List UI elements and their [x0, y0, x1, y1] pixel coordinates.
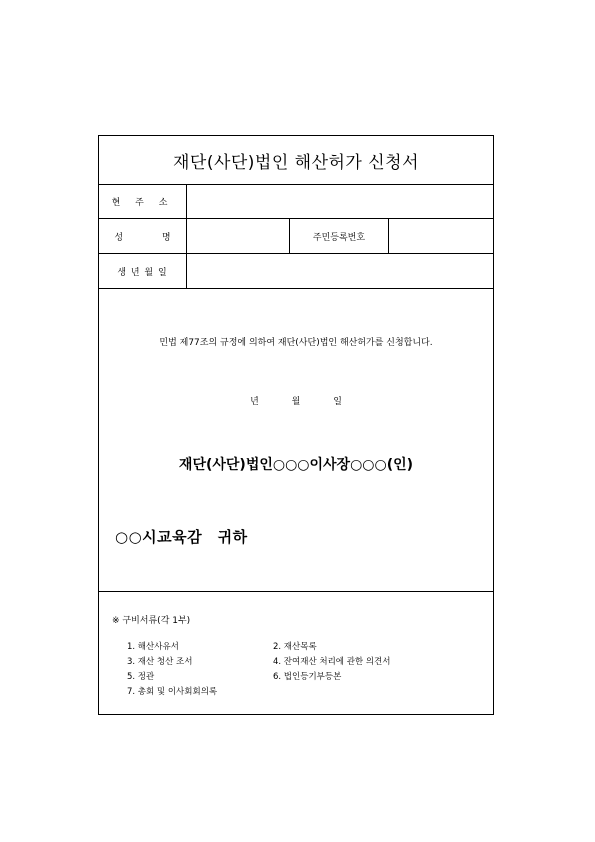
name-label: 성 명 [99, 219, 187, 253]
recipient-line: ○○시교육감 귀하 [115, 528, 248, 546]
application-statement: 민법 제77조의 규정에 의하여 재단(사단)법인 해산허가를 신청합니다. [159, 338, 433, 348]
application-form [98, 135, 494, 715]
resident-number-field[interactable] [389, 219, 495, 253]
address-row [99, 184, 493, 219]
applicant-line: 재단(사단)법인○○○이사장○○○(인) [178, 457, 414, 473]
document-item: 5. 정관 [127, 672, 155, 682]
document-item: 7. 총회 및 이사회회의록 [127, 687, 218, 697]
document-item: 1. 해산사유서 [127, 642, 179, 652]
form-title: 재단(사단)법인 해산허가 신청서 [99, 136, 493, 185]
document-item: 4. 잔여재산 처리에 관한 의견서 [273, 657, 391, 667]
resident-number-label: 주민등록번호 [289, 219, 389, 253]
date-line: 년 월 일 [250, 397, 342, 407]
birthdate-label: 생 년 월 일 [99, 254, 187, 288]
name-row [99, 219, 493, 254]
birthdate-field[interactable] [187, 254, 495, 288]
documents-title: ※ 구비서류(각 1부) [112, 616, 191, 626]
document-item: 3. 재산 청산 조서 [127, 657, 193, 667]
required-documents [99, 592, 493, 716]
birthdate-row [99, 254, 493, 289]
application-body [99, 289, 493, 592]
address-field[interactable] [187, 184, 495, 218]
name-field[interactable] [187, 219, 289, 253]
address-label: 현 주 소 [99, 184, 187, 218]
document-item: 2. 재산목록 [273, 642, 317, 652]
document-item: 6. 법인등기부등본 [273, 672, 342, 682]
